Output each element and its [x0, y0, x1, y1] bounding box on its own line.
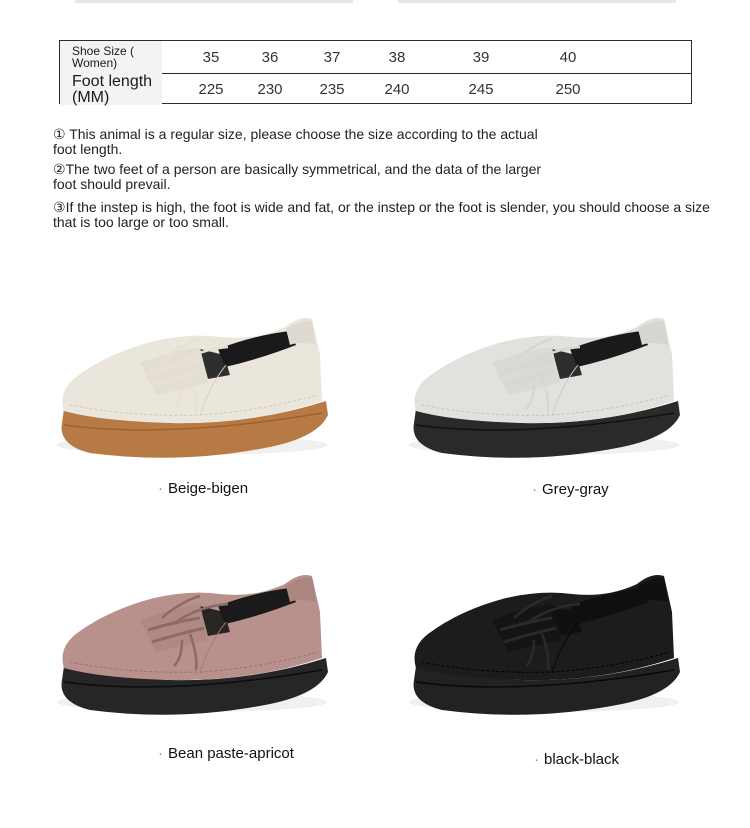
size-cell: 36: [261, 48, 279, 66]
foot-length-row: [60, 73, 691, 105]
caption-beige-label: Beige-bigen: [168, 480, 249, 497]
caption-apricot: · Bean paste-apricot: [158, 745, 294, 762]
size-cell: 35: [202, 48, 220, 66]
length-cell: 235: [319, 80, 345, 98]
shoe-black-icon: [402, 562, 687, 727]
length-cell: 240: [384, 80, 410, 98]
product-image-apricot: [50, 562, 335, 727]
size-cell: 38: [388, 48, 406, 66]
note-2-marker: ②: [53, 161, 66, 177]
shoe-apricot-icon: [50, 562, 335, 727]
note-3-marker: ③: [53, 199, 66, 215]
size-cell: 40: [559, 48, 577, 66]
size-note-2: [53, 162, 553, 192]
shoe-beige-icon: [50, 305, 335, 470]
shoe-size-header-cell: [60, 41, 162, 73]
note-1-text: This animal is a regular size, please choose the size according to the actual foot length.: [53, 126, 538, 157]
size-note-3: [53, 200, 713, 230]
shoe-size-row: [60, 41, 691, 74]
caption-black: · black-black: [534, 751, 620, 768]
size-cell: 39: [472, 48, 490, 66]
note-1-marker: ①: [53, 126, 66, 142]
length-cell: 230: [257, 80, 283, 98]
product-image-grey: [402, 305, 687, 470]
note-2-text: The two feet of a person are basically symmetrical, and the data of the larger foot should prevail.: [53, 161, 542, 192]
length-cell: 245: [468, 80, 494, 98]
caption-black-label: black-black: [544, 751, 620, 768]
caption-apricot-label: Bean paste-apricot: [168, 745, 294, 762]
caption-grey: · Grey-gray: [532, 481, 609, 498]
length-cell: 250: [555, 80, 581, 98]
shoe-size-header: Shoe Size ( Women): [72, 44, 135, 70]
size-cell: 37: [323, 48, 341, 66]
size-note-1: [53, 127, 543, 157]
product-image-black: [402, 562, 687, 727]
caption-grey-label: Grey-gray: [542, 481, 609, 498]
note-3-text: If the instep is high, the foot is wide and fat, or the instep or the foot is slender, you should choose a size that is too large or too small.: [53, 199, 710, 230]
size-table: [59, 40, 692, 104]
product-image-beige: [50, 305, 335, 470]
top-divider-right: [398, 0, 676, 3]
foot-length-header: Foot length (MM): [72, 73, 153, 106]
shoe-grey-icon: [402, 305, 687, 470]
caption-beige: · Beige-bigen: [158, 480, 249, 497]
top-divider-left: [75, 0, 353, 3]
length-cell: 225: [198, 80, 224, 98]
foot-length-header-cell: [60, 73, 162, 105]
